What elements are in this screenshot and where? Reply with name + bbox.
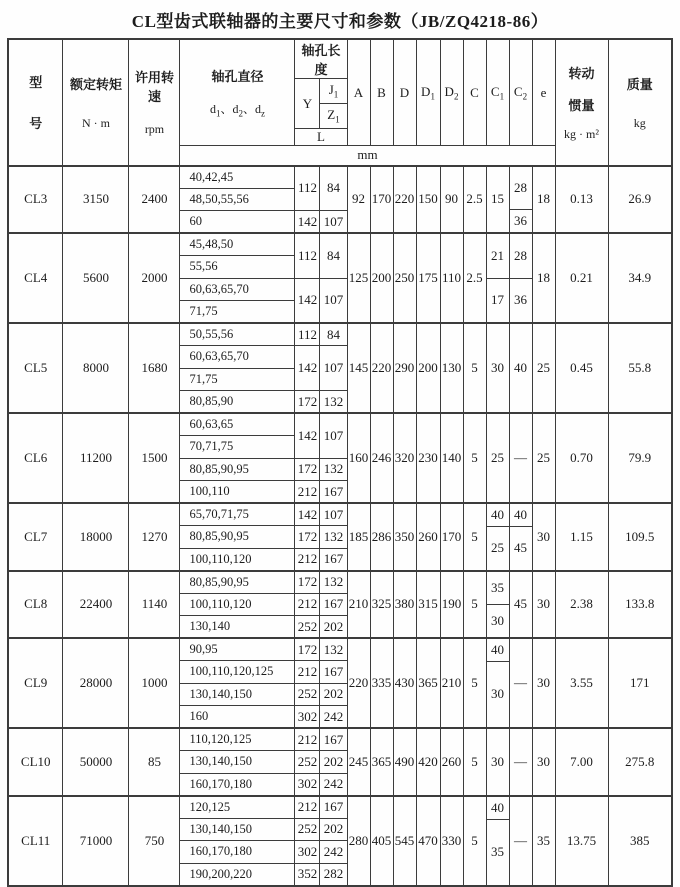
speed-cell: 1140 bbox=[129, 571, 180, 639]
j1z1-length-cell: 132 bbox=[320, 571, 347, 594]
j1z1-length-cell: 107 bbox=[320, 413, 347, 458]
dim-D1-cell: 365 bbox=[416, 638, 440, 728]
dim-C2-cell: 40 bbox=[509, 323, 532, 413]
header-torque-unit: N · m bbox=[81, 115, 110, 130]
y-length-cell: 142 bbox=[295, 278, 320, 323]
dim-C1-cell bbox=[486, 503, 509, 571]
dim-C-cell: 5 bbox=[463, 638, 486, 728]
y-length-cell: 302 bbox=[295, 841, 320, 864]
y-length-cell: 212 bbox=[295, 593, 320, 616]
dim-A-cell: 145 bbox=[347, 323, 370, 413]
dim-e-cell: 25 bbox=[532, 323, 555, 413]
dim-D2-cell: 140 bbox=[440, 413, 463, 503]
dim-C2-cell bbox=[509, 233, 532, 323]
bore-cell: 130,140 bbox=[180, 616, 295, 639]
page-title: CL型齿式联轴器的主要尺寸和参数（JB/ZQ4218-86） bbox=[131, 12, 549, 31]
j1z1-length-cell: 202 bbox=[320, 818, 347, 841]
header-col-J1: $J_1$ bbox=[320, 79, 347, 104]
y-length-cell: 172 bbox=[295, 638, 320, 661]
bore-cell: 90,95 bbox=[180, 638, 295, 661]
header-model-line2: 号 bbox=[29, 116, 43, 132]
dim-C1-part: 40 bbox=[491, 642, 504, 658]
header-inertia bbox=[555, 39, 608, 166]
mass-cell: 55.8 bbox=[608, 323, 672, 413]
y-length-cell: 212 bbox=[295, 728, 320, 751]
dim-C2-part: 36 bbox=[510, 209, 532, 231]
bore-cell: 50,55,56 bbox=[180, 323, 295, 346]
dim-D-cell: 380 bbox=[393, 571, 416, 639]
dim-C1-split bbox=[487, 640, 509, 727]
y-length-cell: 172 bbox=[295, 526, 320, 549]
j1z1-length-cell: 107 bbox=[320, 346, 347, 391]
dim-D1-cell: 260 bbox=[416, 503, 440, 571]
dim-D2-cell: 130 bbox=[440, 323, 463, 413]
j1z1-length-cell: 202 bbox=[320, 751, 347, 774]
row-CL5-1 bbox=[8, 323, 672, 346]
dim-C1-part: 30 bbox=[487, 604, 509, 637]
dim-C1-cell: 25 bbox=[486, 413, 509, 503]
mass-cell: 34.9 bbox=[608, 233, 672, 323]
bore-cell: 120,125 bbox=[180, 796, 295, 819]
dim-C2-split bbox=[510, 235, 532, 322]
y-length-cell: 112 bbox=[295, 233, 320, 278]
dim-C1-cell: 30 bbox=[486, 323, 509, 413]
bore-cell: 55,56 bbox=[180, 256, 295, 279]
torque-cell: 50000 bbox=[63, 728, 129, 796]
dim-D-cell: 250 bbox=[393, 233, 416, 323]
bore-cell: 100,110 bbox=[180, 481, 295, 504]
dim-A-cell: 220 bbox=[347, 638, 370, 728]
header-inertia-stack bbox=[556, 50, 608, 154]
bore-cell: 130,140,150 bbox=[180, 683, 295, 706]
dim-C2-cell: — bbox=[509, 413, 532, 503]
dim-D-cell: 490 bbox=[393, 728, 416, 796]
row-CL10-1 bbox=[8, 728, 672, 751]
dim-C-cell: 5 bbox=[463, 503, 486, 571]
bore-cell: 60,63,65 bbox=[180, 413, 295, 436]
dim-C1-cell: 15 bbox=[486, 166, 509, 234]
dim-e-cell: 30 bbox=[532, 728, 555, 796]
j1z1-length-cell: 167 bbox=[320, 593, 347, 616]
j1z1-length-cell: 167 bbox=[320, 661, 347, 684]
torque-cell: 28000 bbox=[63, 638, 129, 728]
dim-A-cell: 245 bbox=[347, 728, 370, 796]
bore-cell: 60 bbox=[180, 211, 295, 234]
inertia-cell: 0.13 bbox=[555, 166, 608, 234]
bore-cell: 100,110,120 bbox=[180, 593, 295, 616]
header-bore-diameter bbox=[180, 39, 295, 146]
dim-C2-part: 28 bbox=[514, 180, 527, 196]
mass-cell: 109.5 bbox=[608, 503, 672, 571]
row-CL7-1 bbox=[8, 503, 672, 526]
dim-e-cell: 18 bbox=[532, 166, 555, 234]
dim-C1-part: 35 bbox=[491, 579, 504, 595]
model-cell: CL5 bbox=[8, 323, 63, 413]
dim-B-cell: 246 bbox=[370, 413, 393, 503]
y-length-cell: 212 bbox=[295, 661, 320, 684]
dim-C2-cell: 45 bbox=[509, 571, 532, 639]
mass-cell: 171 bbox=[608, 638, 672, 728]
header-torque bbox=[63, 39, 129, 166]
header-col-Y: Y bbox=[295, 79, 320, 129]
bore-cell: 71,75 bbox=[180, 301, 295, 324]
header-col-L: L bbox=[295, 129, 347, 146]
header-bore-diameter-symbols: $d_1$、$d_2$、$d_z$ bbox=[209, 102, 265, 119]
j1z1-length-cell: 84 bbox=[320, 166, 347, 211]
model-cell: CL10 bbox=[8, 728, 63, 796]
j1z1-length-cell: 242 bbox=[320, 706, 347, 729]
inertia-cell: 0.45 bbox=[555, 323, 608, 413]
header-row-1 bbox=[8, 39, 672, 79]
y-length-cell: 142 bbox=[295, 503, 320, 526]
j1z1-length-cell: 107 bbox=[320, 211, 347, 234]
dim-C2-split bbox=[510, 167, 532, 232]
bore-cell: 71,75 bbox=[180, 368, 295, 391]
dim-C2-cell bbox=[509, 503, 532, 571]
row-CL8-1 bbox=[8, 571, 672, 594]
inertia-cell: 7.00 bbox=[555, 728, 608, 796]
header-bore-diameter-stack bbox=[180, 52, 294, 134]
dim-C2-part: 28 bbox=[514, 248, 527, 263]
bore-cell: 160 bbox=[180, 706, 295, 729]
header-dim-D1: $D_1$ bbox=[416, 39, 440, 146]
dim-D1-cell: 315 bbox=[416, 571, 440, 639]
dim-C1-split bbox=[487, 235, 509, 322]
dim-B-cell: 170 bbox=[370, 166, 393, 234]
j1z1-length-cell: 282 bbox=[320, 863, 347, 886]
dim-C2-cell: — bbox=[509, 796, 532, 886]
header-mass-stack bbox=[609, 50, 672, 154]
dim-D2-cell: 170 bbox=[440, 503, 463, 571]
dim-e-cell: 30 bbox=[532, 503, 555, 571]
header-dim-B: B bbox=[370, 39, 393, 146]
dim-B-cell: 220 bbox=[370, 323, 393, 413]
dim-C2-cell: — bbox=[509, 638, 532, 728]
dim-B-cell: 325 bbox=[370, 571, 393, 639]
dim-D1-cell: 420 bbox=[416, 728, 440, 796]
dim-C2-part: 36 bbox=[510, 278, 532, 322]
y-length-cell: 112 bbox=[295, 166, 320, 211]
torque-cell: 22400 bbox=[63, 571, 129, 639]
dim-D2-cell: 330 bbox=[440, 796, 463, 886]
model-cell: CL6 bbox=[8, 413, 63, 503]
bore-cell: 60,63,65,70 bbox=[180, 346, 295, 369]
dim-C1-part: 40 bbox=[491, 507, 504, 523]
dim-D1-cell: 175 bbox=[416, 233, 440, 323]
y-length-cell: 212 bbox=[295, 548, 320, 571]
dim-D-cell: 290 bbox=[393, 323, 416, 413]
dim-D-cell: 350 bbox=[393, 503, 416, 571]
y-length-cell: 352 bbox=[295, 863, 320, 886]
row-CL6-1 bbox=[8, 413, 672, 436]
torque-cell: 71000 bbox=[63, 796, 129, 886]
dim-C1-part: 30 bbox=[487, 661, 509, 727]
dim-A-cell: 125 bbox=[347, 233, 370, 323]
row-CL3-1 bbox=[8, 166, 672, 189]
y-length-cell: 172 bbox=[295, 458, 320, 481]
bore-cell: 80,85,90,95 bbox=[180, 458, 295, 481]
header-torque-label: 额定转矩 bbox=[69, 76, 122, 92]
j1z1-length-cell: 132 bbox=[320, 526, 347, 549]
dim-C1-split bbox=[487, 572, 509, 637]
speed-cell: 1680 bbox=[129, 323, 180, 413]
header-dim-C2: $C_2$ bbox=[509, 39, 532, 146]
j1z1-length-cell: 132 bbox=[320, 638, 347, 661]
header-mass-unit: kg bbox=[633, 115, 646, 130]
header-bore-length: 轴孔长度 bbox=[295, 39, 347, 79]
dim-e-cell: 30 bbox=[532, 638, 555, 728]
j1z1-length-cell: 132 bbox=[320, 391, 347, 414]
dim-B-cell: 200 bbox=[370, 233, 393, 323]
y-length-cell: 212 bbox=[295, 796, 320, 819]
model-cell: CL7 bbox=[8, 503, 63, 571]
row-CL4-1 bbox=[8, 233, 672, 256]
spec-table bbox=[7, 38, 673, 887]
y-length-cell: 252 bbox=[295, 683, 320, 706]
dim-D2-cell: 110 bbox=[440, 233, 463, 323]
dim-C1-part: 35 bbox=[487, 819, 509, 885]
dim-C1-split bbox=[487, 797, 509, 884]
dim-C-cell: 2.5 bbox=[463, 166, 486, 234]
dim-D-cell: 220 bbox=[393, 166, 416, 234]
model-cell: CL3 bbox=[8, 166, 63, 234]
y-length-cell: 212 bbox=[295, 481, 320, 504]
header-model bbox=[8, 39, 63, 166]
dim-C1-cell bbox=[486, 638, 509, 728]
dim-D2-cell: 190 bbox=[440, 571, 463, 639]
y-length-cell: 252 bbox=[295, 818, 320, 841]
mass-cell: 79.9 bbox=[608, 413, 672, 503]
inertia-cell: 3.55 bbox=[555, 638, 608, 728]
dim-C2-part: 40 bbox=[514, 507, 527, 523]
dim-C1-cell: 30 bbox=[486, 728, 509, 796]
model-cell: CL9 bbox=[8, 638, 63, 728]
bore-cell: 100,110,120,125 bbox=[180, 661, 295, 684]
dim-C2-cell: — bbox=[509, 728, 532, 796]
j1z1-length-cell: 167 bbox=[320, 796, 347, 819]
dim-C-cell: 5 bbox=[463, 728, 486, 796]
header-torque-stack bbox=[63, 50, 128, 154]
bore-cell: 60,63,65,70 bbox=[180, 278, 295, 301]
dim-C-cell: 5 bbox=[463, 323, 486, 413]
header-mass-label: 质量 bbox=[626, 76, 653, 92]
y-length-cell: 252 bbox=[295, 751, 320, 774]
torque-cell: 5600 bbox=[63, 233, 129, 323]
header-col-Z1: $Z_1$ bbox=[320, 104, 347, 129]
y-length-cell: 252 bbox=[295, 616, 320, 639]
dim-A-cell: 185 bbox=[347, 503, 370, 571]
dim-C-cell: 2.5 bbox=[463, 233, 486, 323]
dim-D2-cell: 210 bbox=[440, 638, 463, 728]
dim-D2-cell: 90 bbox=[440, 166, 463, 234]
header-dim-D: D bbox=[393, 39, 416, 146]
mass-cell: 133.8 bbox=[608, 571, 672, 639]
bore-cell: 160,170,180 bbox=[180, 841, 295, 864]
y-length-cell: 142 bbox=[295, 413, 320, 458]
dim-e-cell: 25 bbox=[532, 413, 555, 503]
dim-C1-cell bbox=[486, 796, 509, 886]
dim-C1-cell bbox=[486, 571, 509, 639]
header-dim-C1: $C_1$ bbox=[486, 39, 509, 146]
dim-A-cell: 160 bbox=[347, 413, 370, 503]
header-speed-label: 许用转速 bbox=[134, 70, 174, 105]
header-speed-stack bbox=[129, 50, 179, 154]
dim-B-cell: 405 bbox=[370, 796, 393, 886]
dim-D1-cell: 150 bbox=[416, 166, 440, 234]
bore-cell: 45,48,50 bbox=[180, 233, 295, 256]
bore-cell: 80,85,90 bbox=[180, 391, 295, 414]
j1z1-length-cell: 202 bbox=[320, 683, 347, 706]
inertia-cell: 1.15 bbox=[555, 503, 608, 571]
header-model-stack bbox=[9, 50, 63, 154]
j1z1-length-cell: 107 bbox=[320, 503, 347, 526]
dim-C1-cell bbox=[486, 233, 509, 323]
torque-cell: 8000 bbox=[63, 323, 129, 413]
mass-cell: 26.9 bbox=[608, 166, 672, 234]
bore-cell: 110,120,125 bbox=[180, 728, 295, 751]
y-length-cell: 302 bbox=[295, 706, 320, 729]
y-length-cell: 302 bbox=[295, 773, 320, 796]
y-length-cell: 112 bbox=[295, 323, 320, 346]
dim-D1-cell: 470 bbox=[416, 796, 440, 886]
speed-cell: 1270 bbox=[129, 503, 180, 571]
torque-cell: 3150 bbox=[63, 166, 129, 234]
dim-D-cell: 430 bbox=[393, 638, 416, 728]
j1z1-length-cell: 84 bbox=[320, 323, 347, 346]
header-inertia-line1: 转动 bbox=[568, 66, 595, 81]
model-cell: CL8 bbox=[8, 571, 63, 639]
dim-B-cell: 286 bbox=[370, 503, 393, 571]
header-model-line1: 型 bbox=[29, 75, 43, 91]
dim-C1-part: 40 bbox=[491, 799, 504, 815]
row-CL9-1 bbox=[8, 638, 672, 661]
dim-C1-split bbox=[487, 505, 509, 570]
speed-cell: 750 bbox=[129, 796, 180, 886]
j1z1-length-cell: 242 bbox=[320, 841, 347, 864]
bore-cell: 65,70,71,75 bbox=[180, 503, 295, 526]
speed-cell: 2000 bbox=[129, 233, 180, 323]
j1z1-length-cell: 132 bbox=[320, 458, 347, 481]
bore-cell: 80,85,90,95 bbox=[180, 526, 295, 549]
inertia-cell: 0.70 bbox=[555, 413, 608, 503]
dim-e-cell: 18 bbox=[532, 233, 555, 323]
header-speed bbox=[129, 39, 180, 166]
header-inertia-unit: kg · m² bbox=[564, 126, 599, 141]
bore-cell: 100,110,120 bbox=[180, 548, 295, 571]
mass-cell: 385 bbox=[608, 796, 672, 886]
y-length-cell: 142 bbox=[295, 211, 320, 234]
dim-D-cell: 545 bbox=[393, 796, 416, 886]
model-cell: CL11 bbox=[8, 796, 63, 886]
dim-D2-cell: 260 bbox=[440, 728, 463, 796]
dim-C-cell: 5 bbox=[463, 571, 486, 639]
inertia-cell: 13.75 bbox=[555, 796, 608, 886]
header-dim-A: A bbox=[347, 39, 370, 146]
header-dim-C: C bbox=[463, 39, 486, 146]
dim-C2-split bbox=[510, 505, 532, 570]
dim-C1-part: 17 bbox=[487, 278, 509, 322]
speed-cell: 1500 bbox=[129, 413, 180, 503]
y-length-cell: 172 bbox=[295, 571, 320, 594]
inertia-cell: 2.38 bbox=[555, 571, 608, 639]
mass-cell: 275.8 bbox=[608, 728, 672, 796]
y-length-cell: 142 bbox=[295, 346, 320, 391]
dim-B-cell: 365 bbox=[370, 728, 393, 796]
dim-D1-cell: 230 bbox=[416, 413, 440, 503]
speed-cell: 1000 bbox=[129, 638, 180, 728]
j1z1-length-cell: 107 bbox=[320, 278, 347, 323]
bore-cell: 70,71,75 bbox=[180, 436, 295, 459]
dim-C-cell: 5 bbox=[463, 413, 486, 503]
table-body bbox=[8, 39, 672, 886]
j1z1-length-cell: 167 bbox=[320, 481, 347, 504]
model-cell: CL4 bbox=[8, 233, 63, 323]
dim-e-cell: 30 bbox=[532, 571, 555, 639]
bore-cell: 48,50,55,56 bbox=[180, 188, 295, 211]
header-bore-diameter-label: 轴孔直径 bbox=[211, 69, 264, 85]
dim-D-cell: 320 bbox=[393, 413, 416, 503]
dim-D1-cell: 200 bbox=[416, 323, 440, 413]
torque-cell: 11200 bbox=[63, 413, 129, 503]
j1z1-length-cell: 202 bbox=[320, 616, 347, 639]
y-length-cell: 172 bbox=[295, 391, 320, 414]
dim-C1-part: 25 bbox=[487, 526, 509, 569]
dim-A-cell: 92 bbox=[347, 166, 370, 234]
j1z1-length-cell: 84 bbox=[320, 233, 347, 278]
dim-C2-cell bbox=[509, 166, 532, 234]
dim-C2-part: 45 bbox=[510, 526, 532, 569]
bore-cell: 190,200,220 bbox=[180, 863, 295, 886]
row-CL11-1 bbox=[8, 796, 672, 819]
bore-cell: 160,170,180 bbox=[180, 773, 295, 796]
dim-A-cell: 280 bbox=[347, 796, 370, 886]
header-unit-mm: mm bbox=[180, 146, 555, 166]
dim-C-cell: 5 bbox=[463, 796, 486, 886]
header-mass bbox=[608, 39, 672, 166]
dim-B-cell: 335 bbox=[370, 638, 393, 728]
bore-cell: 40,42,45 bbox=[180, 166, 295, 189]
header-speed-unit: rpm bbox=[144, 122, 165, 137]
j1z1-length-cell: 167 bbox=[320, 728, 347, 751]
bore-cell: 130,140,150 bbox=[180, 751, 295, 774]
j1z1-length-cell: 242 bbox=[320, 773, 347, 796]
header-inertia-line2: 惯量 bbox=[568, 97, 595, 113]
torque-cell: 18000 bbox=[63, 503, 129, 571]
bore-cell: 130,140,150 bbox=[180, 818, 295, 841]
header-dim-e: e bbox=[532, 39, 555, 146]
bore-cell: 80,85,90,95 bbox=[180, 571, 295, 594]
dim-A-cell: 210 bbox=[347, 571, 370, 639]
header-dim-D2: $D_2$ bbox=[440, 39, 463, 146]
speed-cell: 85 bbox=[129, 728, 180, 796]
speed-cell: 2400 bbox=[129, 166, 180, 234]
dim-e-cell: 35 bbox=[532, 796, 555, 886]
inertia-cell: 0.21 bbox=[555, 233, 608, 323]
dim-C1-part: 21 bbox=[491, 248, 504, 263]
j1z1-length-cell: 167 bbox=[320, 548, 347, 571]
